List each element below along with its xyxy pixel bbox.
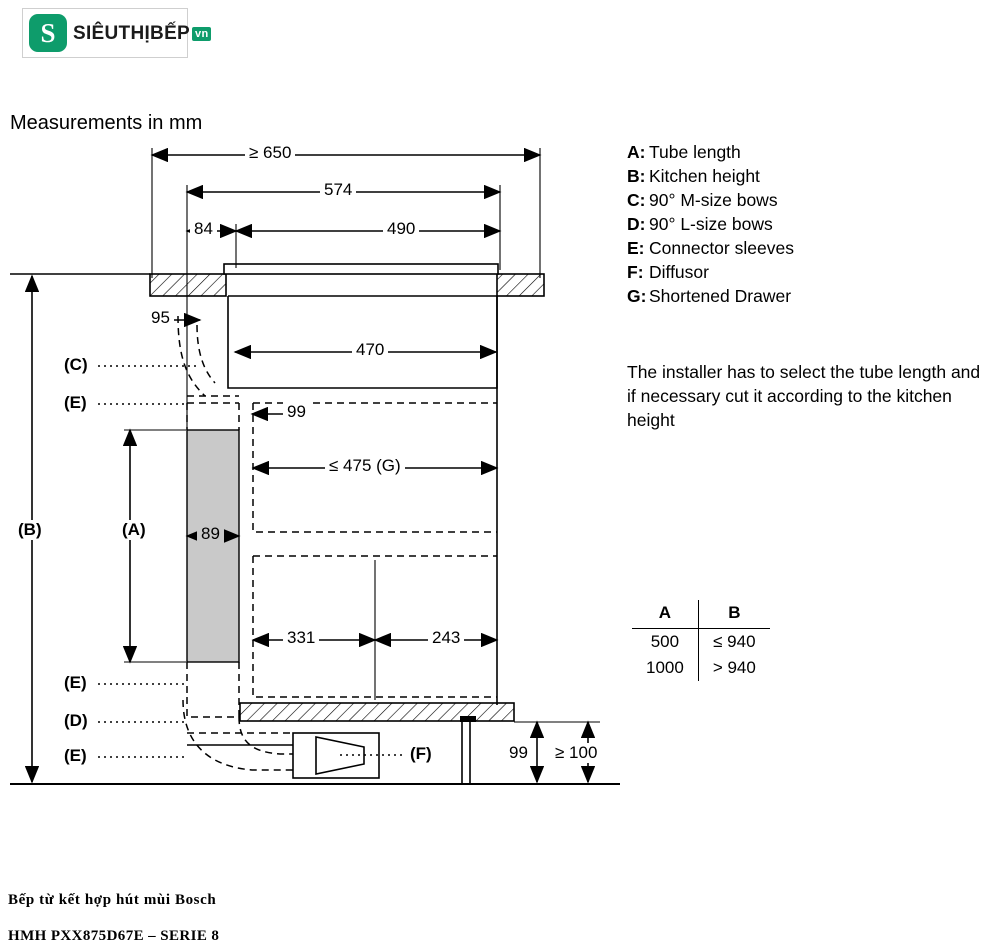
legend-item: B: Kitchen height [627, 166, 760, 186]
callout-c: (C) [60, 355, 92, 375]
dim-470: 470 [352, 340, 388, 360]
callout-b: (B) [14, 520, 46, 540]
dim-490: 490 [383, 219, 419, 239]
dim-475-g: ≤ 475 (G) [325, 456, 405, 476]
dim-331: 331 [283, 628, 319, 648]
caption-line-1: Bếp từ kết hợp hút mùi Bosch [8, 892, 217, 908]
callout-a: (A) [118, 520, 150, 540]
legend-item: G: Shortened Drawer [627, 286, 792, 306]
page-title: Measurements in mm [10, 112, 203, 134]
legend-item: C: 90° M-size bows [627, 190, 778, 210]
table-header-a: A [658, 603, 672, 622]
callout-e-mid: (E) [60, 673, 91, 693]
legend-item: A: Tube length [627, 142, 741, 162]
dim-243: 243 [428, 628, 464, 648]
dim-95: 95 [147, 308, 174, 328]
callout-d: (D) [60, 711, 92, 731]
legend-item: E: Connector sleeves [627, 238, 794, 258]
logo-vn-badge: vn [192, 27, 211, 41]
callout-e-bottom: (E) [60, 746, 91, 766]
logo-text: SIÊUTHỊBẾP vn [73, 23, 211, 45]
dim-84: 84 [190, 219, 217, 239]
dim-574: 574 [320, 180, 356, 200]
legend-item: F: Diffusor [627, 262, 709, 282]
legend-item: D: 90° L-size bows [627, 214, 773, 234]
logo-mark-letter: S [40, 18, 56, 48]
dim-650: ≥ 650 [245, 143, 295, 163]
table-row: 500 ≤ 940 [632, 629, 770, 656]
callout-f: (F) [406, 744, 436, 764]
table-row: 1000 > 940 [632, 655, 770, 681]
callout-e-top: (E) [60, 393, 91, 413]
dim-100: ≥ 100 [551, 743, 601, 763]
dim-89: 89 [197, 524, 224, 544]
table-header-b: B [698, 600, 770, 629]
dim-99-top: 99 [283, 402, 310, 422]
caption-line-2: HMH PXX875D67E – SERIE 8 [8, 928, 220, 944]
dim-99-bottom: 99 [505, 743, 532, 763]
installer-note: The installer has to select the tube length and if necessary cut it according to the kitchen height [627, 362, 981, 430]
